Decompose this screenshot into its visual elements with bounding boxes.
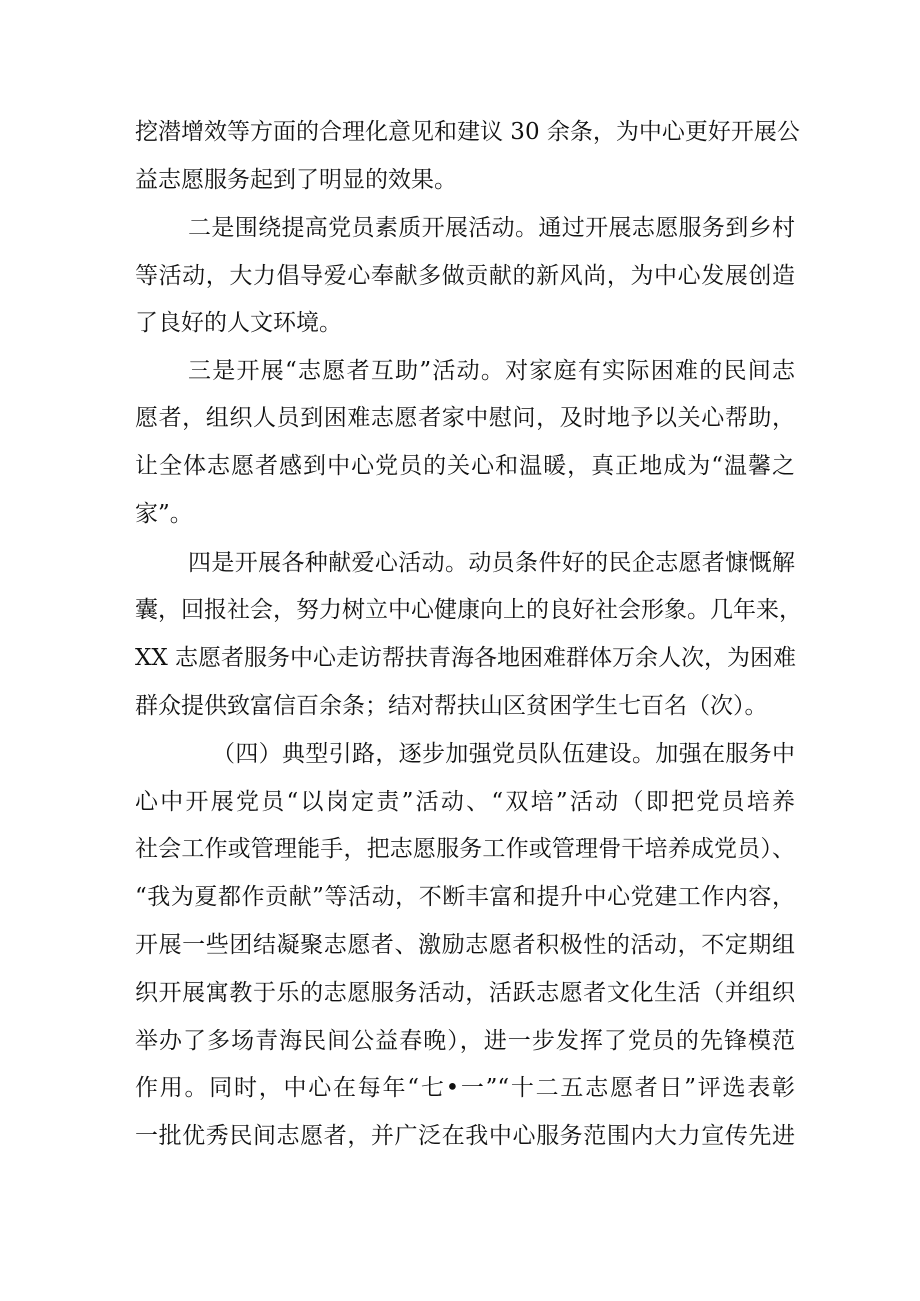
paragraph-line: 开展一些团结凝聚志愿者、激励志愿者积极性的活动，不定期组 <box>135 932 795 958</box>
paragraph-line: XX 志愿者服务中心走访帮扶青海各地困难群体万余人次，为困难 <box>135 645 797 671</box>
paragraph-line: 一批优秀民间志愿者，并广泛在我中心服务范围内大力宣传先进 <box>135 1123 795 1149</box>
paragraph-line: 社会工作或管理能手，把志愿服务工作或管理骨干培养成党员）、 <box>135 836 795 862</box>
paragraph-line: 等活动，大力倡导爱心奉献多做贡献的新风尚，为中心发展创造 <box>135 263 795 289</box>
paragraph-line: 家”。 <box>135 501 193 527</box>
paragraph-line: 愿者，组织人员到困难志愿者家中慰问，及时地予以关心帮助， <box>135 405 795 431</box>
paragraph-line: “我为夏都作贡献”等活动，不断丰富和提升中心党建工作内容， <box>135 884 795 910</box>
paragraph-line: 织开展寓教于乐的志愿服务活动，活跃志愿者文化生活（并组织 <box>135 980 795 1006</box>
paragraph-line: 了良好的人文环境。 <box>135 310 342 336</box>
paragraph-line: 三是开展“志愿者互助”活动。对家庭有实际困难的民间志 <box>188 358 795 384</box>
paragraph-line: （四）典型引路，逐步加强党员队伍建设。加强在服务中 <box>212 741 795 767</box>
paragraph-line: 益志愿服务起到了明显的效果。 <box>135 167 457 193</box>
paragraph-line: 让全体志愿者感到中心党员的关心和温暖，真正地成为“温馨之 <box>135 453 795 479</box>
paragraph-line: 二是围绕提高党员素质开展活动。通过开展志愿服务到乡村 <box>188 215 795 241</box>
paragraph-line: 举办了多场青海民间公益春晚），进一步发挥了党员的先锋模范 <box>135 1028 795 1054</box>
paragraph-line: 群众提供致富信百余条；结对帮扶山区贫困学生七百名（次）。 <box>135 693 768 719</box>
paragraph-line: 囊，回报社会，努力树立中心健康向上的良好社会形象。几年来， <box>135 597 802 623</box>
paragraph-line: 作用。同时，中心在每年“七•一”“十二五志愿者日”评选表彰 <box>135 1075 795 1101</box>
paragraph-line: 挖潜增效等方面的合理化意见和建议 30 余条，为中心更好开展公 <box>135 119 800 145</box>
paragraph-line: 四是开展各种献爱心活动。动员条件好的民企志愿者慷慨解 <box>188 550 795 576</box>
paragraph-line: 心中开展党员“以岗定责”活动、“双培”活动（即把党员培养 <box>135 789 795 815</box>
